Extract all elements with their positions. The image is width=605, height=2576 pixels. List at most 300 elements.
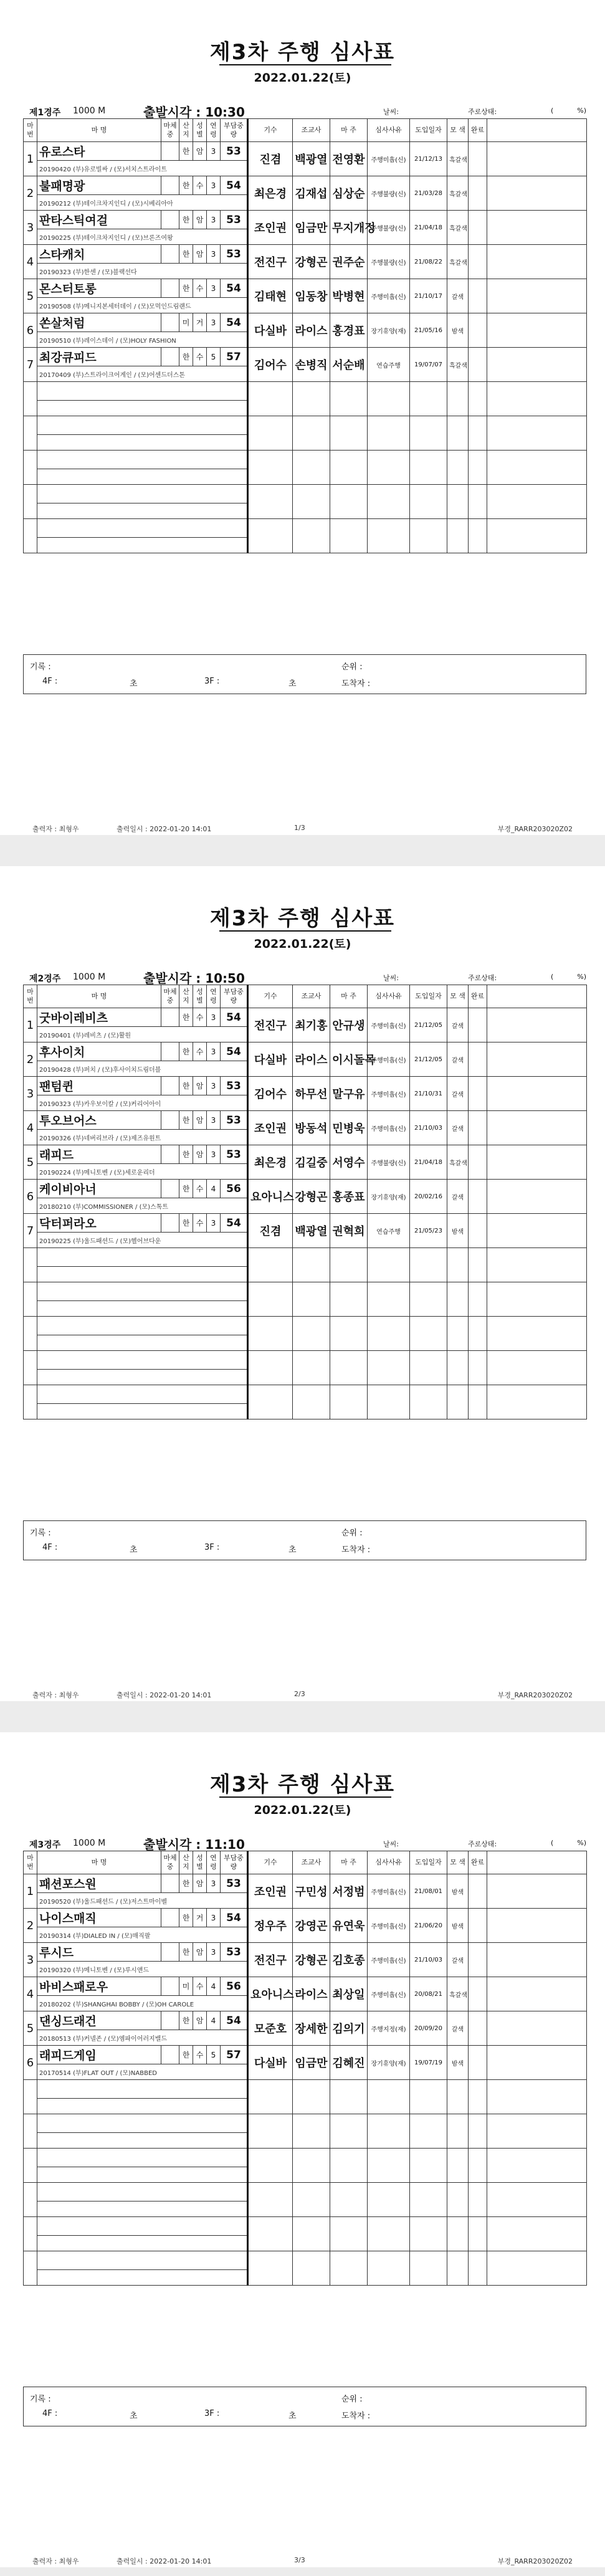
entry-import-date: 20/09/20 (410, 2011, 447, 2046)
entry-reason: 주행미흡(신) (368, 1042, 410, 1077)
footer-page-number: 2/3 (294, 1690, 305, 1698)
entries-table (23, 985, 587, 1419)
header-origin: 마체중 (161, 1851, 179, 1874)
header-sex: 성별 (193, 1851, 207, 1874)
empty-cell (368, 382, 410, 416)
horse-pedigree: 20170514 (부)FLAT OUT / (모)NABBED (37, 2064, 248, 2080)
start-time: 출발시각 : 10:30 (143, 105, 245, 120)
table-header-row (24, 119, 587, 142)
entry-done (469, 245, 487, 279)
entry-number: 4 (24, 1977, 37, 2011)
entry-notes (487, 1943, 587, 1977)
entry-burden-weight: 53 (221, 1077, 248, 1095)
empty-cell (368, 1317, 410, 1351)
entry-sex: 거 (193, 313, 207, 332)
empty-cell (293, 2080, 330, 2114)
empty-cell (330, 2251, 368, 2286)
entry-done (469, 313, 487, 348)
entry-coat: 흑갈색 (447, 1145, 469, 1180)
empty-cell (487, 2114, 587, 2149)
empty-cell (37, 1248, 248, 1267)
header-coat: 모 색 (447, 985, 469, 1008)
header-age: 연령 (207, 119, 221, 142)
entry-coat: 밤색 (447, 1874, 469, 1909)
entry-owner: 전영환 (330, 142, 368, 176)
empty-cell (248, 2183, 293, 2217)
horse-name: 스타캐치 (37, 245, 161, 264)
header-gender: 산지 (179, 1851, 193, 1874)
horse-name: 유로스타 (37, 142, 161, 161)
empty-cell (37, 2251, 248, 2270)
weather-label: 날씨: (383, 974, 399, 982)
horse-pedigree: 20190225 (부)테이크차지인디 / (모)브론즈여왕 (37, 229, 248, 245)
empty-cell (293, 1351, 330, 1385)
empty-cell (37, 503, 248, 519)
entry-weight-body (161, 1008, 179, 1027)
page-title: 제3차 주행 심사표 (209, 40, 396, 65)
entry-done (469, 1214, 487, 1248)
empty-cell (368, 2251, 410, 2286)
empty-cell (447, 485, 469, 519)
header-no: 마번 (24, 1851, 37, 1874)
empty-cell (368, 2217, 410, 2251)
table-row (24, 2251, 587, 2270)
horse-pedigree: 20190520 (부)울드패션드 / (모)저스트마이벨 (37, 1893, 248, 1909)
header-trainer: 조교사 (293, 1851, 330, 1874)
header-no: 마번 (24, 985, 37, 1008)
3f-label: 3F : (204, 677, 220, 686)
empty-cell (368, 451, 410, 485)
entry-age: 3 (207, 211, 221, 229)
record-box (23, 654, 586, 694)
entry-origin: 한 (179, 1180, 193, 1198)
empty-cell (469, 2217, 487, 2251)
entry-owner: 권주순 (330, 245, 368, 279)
entry-burden-weight: 54 (221, 1008, 248, 1027)
empty-cell (469, 2183, 487, 2217)
entry-import-date: 21/12/13 (410, 142, 447, 176)
empty-cell (248, 519, 293, 553)
empty-cell (469, 382, 487, 416)
entry-age: 3 (207, 1874, 221, 1893)
entry-age: 3 (207, 279, 221, 298)
entry-trainer: 김재섭 (293, 176, 330, 211)
entry-burden-weight: 54 (221, 2011, 248, 2030)
entry-trainer: 방동석 (293, 1111, 330, 1145)
entry-owner: 서정범 (330, 1874, 368, 1909)
entry-done (469, 1874, 487, 1909)
entry-trainer: 최기홍 (293, 1008, 330, 1042)
entry-done (469, 1145, 487, 1180)
entry-weight-body (161, 1077, 179, 1095)
race-distance: 1000 M (73, 972, 106, 982)
empty-cell (37, 2133, 248, 2149)
entry-origin: 한 (179, 1008, 193, 1027)
empty-cell (447, 2080, 469, 2114)
horse-pedigree: 20190320 (부)메니토벤 / (모)루시앤드 (37, 1962, 248, 1977)
entry-jockey: 요아니스 (248, 1977, 293, 2011)
empty-cell (487, 519, 587, 553)
table-row (24, 1385, 587, 1404)
empty-cell (293, 1317, 330, 1351)
moisture-percent: ( %) (550, 973, 586, 981)
empty-cell (37, 1335, 248, 1351)
entry-reason: 주행불량(신) (368, 176, 410, 211)
header-no: 마번 (24, 119, 37, 142)
header-notes (487, 119, 587, 142)
entry-age: 3 (207, 1909, 221, 1927)
table-row (24, 1077, 587, 1095)
record-label: 기록 : (30, 662, 51, 672)
empty-cell (248, 2149, 293, 2183)
entry-trainer: 임금만 (293, 211, 330, 245)
entry-coat: 갈색 (447, 1180, 469, 1214)
entry-age: 3 (207, 1214, 221, 1233)
header-coat: 모 색 (447, 119, 469, 142)
entry-done (469, 1943, 487, 1977)
header-gender: 산지 (179, 119, 193, 142)
empty-cell (293, 2183, 330, 2217)
table-row (24, 1317, 587, 1335)
empty-cell (330, 2217, 368, 2251)
header-done: 완료 (469, 985, 487, 1008)
entry-number: 2 (24, 1042, 37, 1077)
entry-coat: 흑갈색 (447, 245, 469, 279)
table-row (24, 1042, 587, 1061)
entry-reason: 주행불량(신) (368, 1145, 410, 1180)
empty-cell (37, 1267, 248, 1282)
entry-jockey: 다실바 (248, 1042, 293, 1077)
table-row (24, 1282, 587, 1301)
empty-cell (469, 1385, 487, 1419)
empty-cell (293, 2251, 330, 2286)
entry-notes (487, 1909, 587, 1943)
empty-cell (248, 1385, 293, 1419)
entry-weight-body (161, 1145, 179, 1164)
arrival-label: 도착자 : (341, 679, 371, 689)
entry-owner: 서영수 (330, 1145, 368, 1180)
empty-cell (410, 1282, 447, 1317)
entry-number: 3 (24, 1077, 37, 1111)
empty-number (24, 2251, 37, 2286)
empty-number (24, 2149, 37, 2183)
entry-reason: 연습주행 (368, 348, 410, 382)
empty-cell (447, 1248, 469, 1282)
header-trainer: 조교사 (293, 985, 330, 1008)
entry-import-date: 19/07/07 (410, 348, 447, 382)
header-sex: 성별 (193, 119, 207, 142)
entry-age: 3 (207, 245, 221, 264)
race-distance: 1000 M (73, 1838, 106, 1848)
horse-pedigree: 20190401 (부)레비츠 / (모)활원 (37, 1027, 248, 1042)
entry-trainer: 백광열 (293, 142, 330, 176)
table-row (24, 279, 587, 298)
table-row (24, 1248, 587, 1267)
entry-age: 3 (207, 313, 221, 332)
empty-cell (37, 2217, 248, 2236)
table-row (24, 416, 587, 435)
entry-burden-weight: 57 (221, 348, 248, 366)
moisture-percent: ( %) (550, 1839, 586, 1847)
entry-coat: 갈색 (447, 1943, 469, 1977)
entry-owner: 이시돌목 (330, 1042, 368, 1077)
table-row (24, 176, 587, 195)
record-label: 기록 : (30, 2395, 51, 2404)
table-row (24, 245, 587, 264)
empty-cell (248, 2251, 293, 2286)
entry-number: 1 (24, 1008, 37, 1042)
entry-age: 5 (207, 348, 221, 366)
header-name: 마 명 (37, 985, 161, 1008)
empty-cell (487, 1282, 587, 1317)
entry-number: 7 (24, 1214, 37, 1248)
entry-number: 3 (24, 1943, 37, 1977)
empty-cell (410, 2251, 447, 2286)
weather-label: 날씨: (383, 1840, 399, 1848)
horse-pedigree: 20190314 (부)DIALED IN / (모)매직팔 (37, 1927, 248, 1943)
entry-jockey: 정우주 (248, 1909, 293, 1943)
track-condition-label: 주로상태: (468, 108, 497, 116)
empty-cell (293, 1282, 330, 1317)
empty-cell (330, 2114, 368, 2149)
rank-label: 순위 : (341, 2395, 363, 2404)
document-page (0, 866, 605, 1701)
entries-table (23, 118, 587, 553)
entry-notes (487, 313, 587, 348)
horse-name: 굿바이레비츠 (37, 1008, 161, 1027)
empty-cell (410, 382, 447, 416)
entry-import-date: 21/03/28 (410, 176, 447, 211)
entries-table (23, 1851, 587, 2286)
start-time: 출발시각 : 10:50 (143, 971, 245, 986)
entry-jockey: 김태현 (248, 279, 293, 313)
weather-label: 날씨: (383, 108, 399, 116)
empty-cell (487, 485, 587, 519)
entry-notes (487, 1111, 587, 1145)
track-condition-label: 주로상태: (468, 974, 497, 982)
entry-notes (487, 2046, 587, 2080)
empty-cell (368, 416, 410, 451)
entry-import-date: 21/12/05 (410, 1008, 447, 1042)
entry-done (469, 1977, 487, 2011)
empty-cell (410, 2114, 447, 2149)
empty-cell (447, 451, 469, 485)
empty-cell (487, 1351, 587, 1385)
entry-sex: 암 (193, 1145, 207, 1164)
empty-cell (410, 2217, 447, 2251)
empty-cell (368, 1351, 410, 1385)
header-name: 마 명 (37, 119, 161, 142)
entry-done (469, 2046, 487, 2080)
entry-weight-body (161, 1042, 179, 1061)
entry-sex: 암 (193, 142, 207, 161)
empty-number (24, 1248, 37, 1282)
empty-cell (37, 2149, 248, 2167)
empty-number (24, 451, 37, 485)
entry-notes (487, 245, 587, 279)
entry-coat: 흑갈색 (447, 1977, 469, 2011)
header-reason: 심사사유 (368, 985, 410, 1008)
empty-cell (469, 2251, 487, 2286)
entry-number: 1 (24, 142, 37, 176)
entry-number: 3 (24, 211, 37, 245)
entry-sex: 암 (193, 1874, 207, 1893)
empty-cell (368, 519, 410, 553)
empty-cell (410, 519, 447, 553)
header-reason: 심사사유 (368, 1851, 410, 1874)
empty-cell (330, 485, 368, 519)
entry-number: 6 (24, 313, 37, 348)
3f-seconds-unit: 초 (288, 1545, 297, 1555)
table-row (24, 1977, 587, 1996)
entry-burden-weight: 54 (221, 176, 248, 195)
empty-cell (330, 519, 368, 553)
header-jockey: 기수 (248, 985, 293, 1008)
entry-trainer: 라이스 (293, 1042, 330, 1077)
document-page (0, 1732, 605, 2567)
entry-done (469, 1008, 487, 1042)
entry-weight-body (161, 176, 179, 195)
entry-reason: 주행미흡(신) (368, 1943, 410, 1977)
entry-number: 4 (24, 245, 37, 279)
table-row (24, 485, 587, 503)
entry-trainer: 강형곤 (293, 1943, 330, 1977)
entry-import-date: 21/08/01 (410, 1874, 447, 1909)
entry-import-date: 20/08/21 (410, 1977, 447, 2011)
entry-age: 3 (207, 176, 221, 195)
horse-name: 쏜살처럼 (37, 313, 161, 332)
page-title: 제3차 주행 심사표 (209, 906, 396, 931)
entry-import-date: 19/07/19 (410, 2046, 447, 2080)
horse-name: 후사이치 (37, 1042, 161, 1061)
horse-name: 팬텀퀸 (37, 1077, 161, 1095)
empty-cell (37, 2080, 248, 2099)
entry-owner: 권혁희 (330, 1214, 368, 1248)
entry-coat: 흑갈색 (447, 211, 469, 245)
empty-cell (37, 519, 248, 538)
entry-jockey: 전진구 (248, 1008, 293, 1042)
empty-number (24, 2080, 37, 2114)
empty-cell (410, 451, 447, 485)
empty-cell (330, 1317, 368, 1351)
entry-notes (487, 1180, 587, 1214)
empty-cell (37, 382, 248, 401)
entry-reason: 주행지정(재) (368, 2011, 410, 2046)
entry-trainer: 하무선 (293, 1077, 330, 1111)
empty-cell (368, 1248, 410, 1282)
entry-reason: 주행미흡(신) (368, 1874, 410, 1909)
entry-weight-body (161, 1909, 179, 1927)
record-box (23, 2387, 586, 2426)
empty-cell (487, 382, 587, 416)
footer-print-time: 출력일시 : 2022-01-20 14:01 (117, 2557, 212, 2565)
entry-burden-weight: 54 (221, 1214, 248, 1233)
entry-jockey: 조인권 (248, 1111, 293, 1145)
table-row (24, 519, 587, 538)
header-sex: 성별 (193, 985, 207, 1008)
empty-number (24, 1385, 37, 1419)
header-coat: 모 색 (447, 1851, 469, 1874)
empty-cell (487, 1317, 587, 1351)
entry-notes (487, 2011, 587, 2046)
empty-cell (37, 1404, 248, 1419)
empty-cell (293, 451, 330, 485)
entry-number: 6 (24, 1180, 37, 1214)
empty-cell (447, 1385, 469, 1419)
horse-name: 래피드게임 (37, 2046, 161, 2064)
entry-import-date: 21/10/03 (410, 1111, 447, 1145)
header-done: 완료 (469, 1851, 487, 1874)
entry-done (469, 142, 487, 176)
rank-label: 순위 : (341, 1529, 363, 1538)
entry-sex: 수 (193, 176, 207, 195)
entry-sex: 암 (193, 2011, 207, 2030)
empty-cell (487, 2149, 587, 2183)
empty-cell (447, 2114, 469, 2149)
entry-jockey: 모준호 (248, 2011, 293, 2046)
horse-pedigree: 20190420 (부)유로빌싸 / (모)서치스트라이트 (37, 161, 248, 176)
entry-origin: 한 (179, 348, 193, 366)
table-row (24, 1180, 587, 1198)
empty-cell (410, 1385, 447, 1419)
empty-cell (37, 401, 248, 416)
empty-cell (37, 469, 248, 485)
race-number: 제2경주 (29, 974, 61, 984)
horse-pedigree: 20190510 (부)레이스데이 / (모)HOLY FASHION (37, 332, 248, 348)
header-notes (487, 985, 587, 1008)
entry-origin: 미 (179, 313, 193, 332)
title-underline (219, 1796, 391, 1798)
empty-cell (368, 1282, 410, 1317)
horse-pedigree: 20190323 (부)한센 / (모)블랙선다 (37, 264, 248, 279)
entry-notes (487, 1145, 587, 1180)
empty-cell (447, 382, 469, 416)
table-row (24, 1111, 587, 1130)
entry-reason: 주행미흡(신) (368, 279, 410, 313)
entry-coat: 갈색 (447, 1111, 469, 1145)
horse-name: 래피드 (37, 1145, 161, 1164)
horse-name: 케이비아너 (37, 1180, 161, 1198)
empty-cell (368, 2149, 410, 2183)
entry-coat: 갈색 (447, 1077, 469, 1111)
entry-notes (487, 176, 587, 211)
empty-cell (248, 451, 293, 485)
entry-origin: 한 (179, 1042, 193, 1061)
empty-cell (37, 1317, 248, 1335)
entry-origin: 한 (179, 142, 193, 161)
header-import-date: 도입일자 (410, 1851, 447, 1874)
entry-import-date: 21/04/18 (410, 211, 447, 245)
empty-cell (37, 2236, 248, 2251)
empty-cell (293, 1385, 330, 1419)
empty-cell (248, 382, 293, 416)
entry-import-date: 21/10/03 (410, 1943, 447, 1977)
entry-sex: 수 (193, 1977, 207, 1996)
document-page (0, 0, 605, 835)
4f-label: 4F : (42, 2409, 58, 2418)
table-row (24, 2011, 587, 2030)
entry-weight-body (161, 1874, 179, 1893)
entry-burden-weight: 53 (221, 1943, 248, 1962)
empty-cell (293, 416, 330, 451)
empty-cell (37, 2270, 248, 2286)
entry-burden-weight: 53 (221, 1111, 248, 1130)
horse-name: 불패명광 (37, 176, 161, 195)
entry-coat: 갈색 (447, 279, 469, 313)
entry-notes (487, 348, 587, 382)
entry-age: 3 (207, 1145, 221, 1164)
entry-notes (487, 1874, 587, 1909)
